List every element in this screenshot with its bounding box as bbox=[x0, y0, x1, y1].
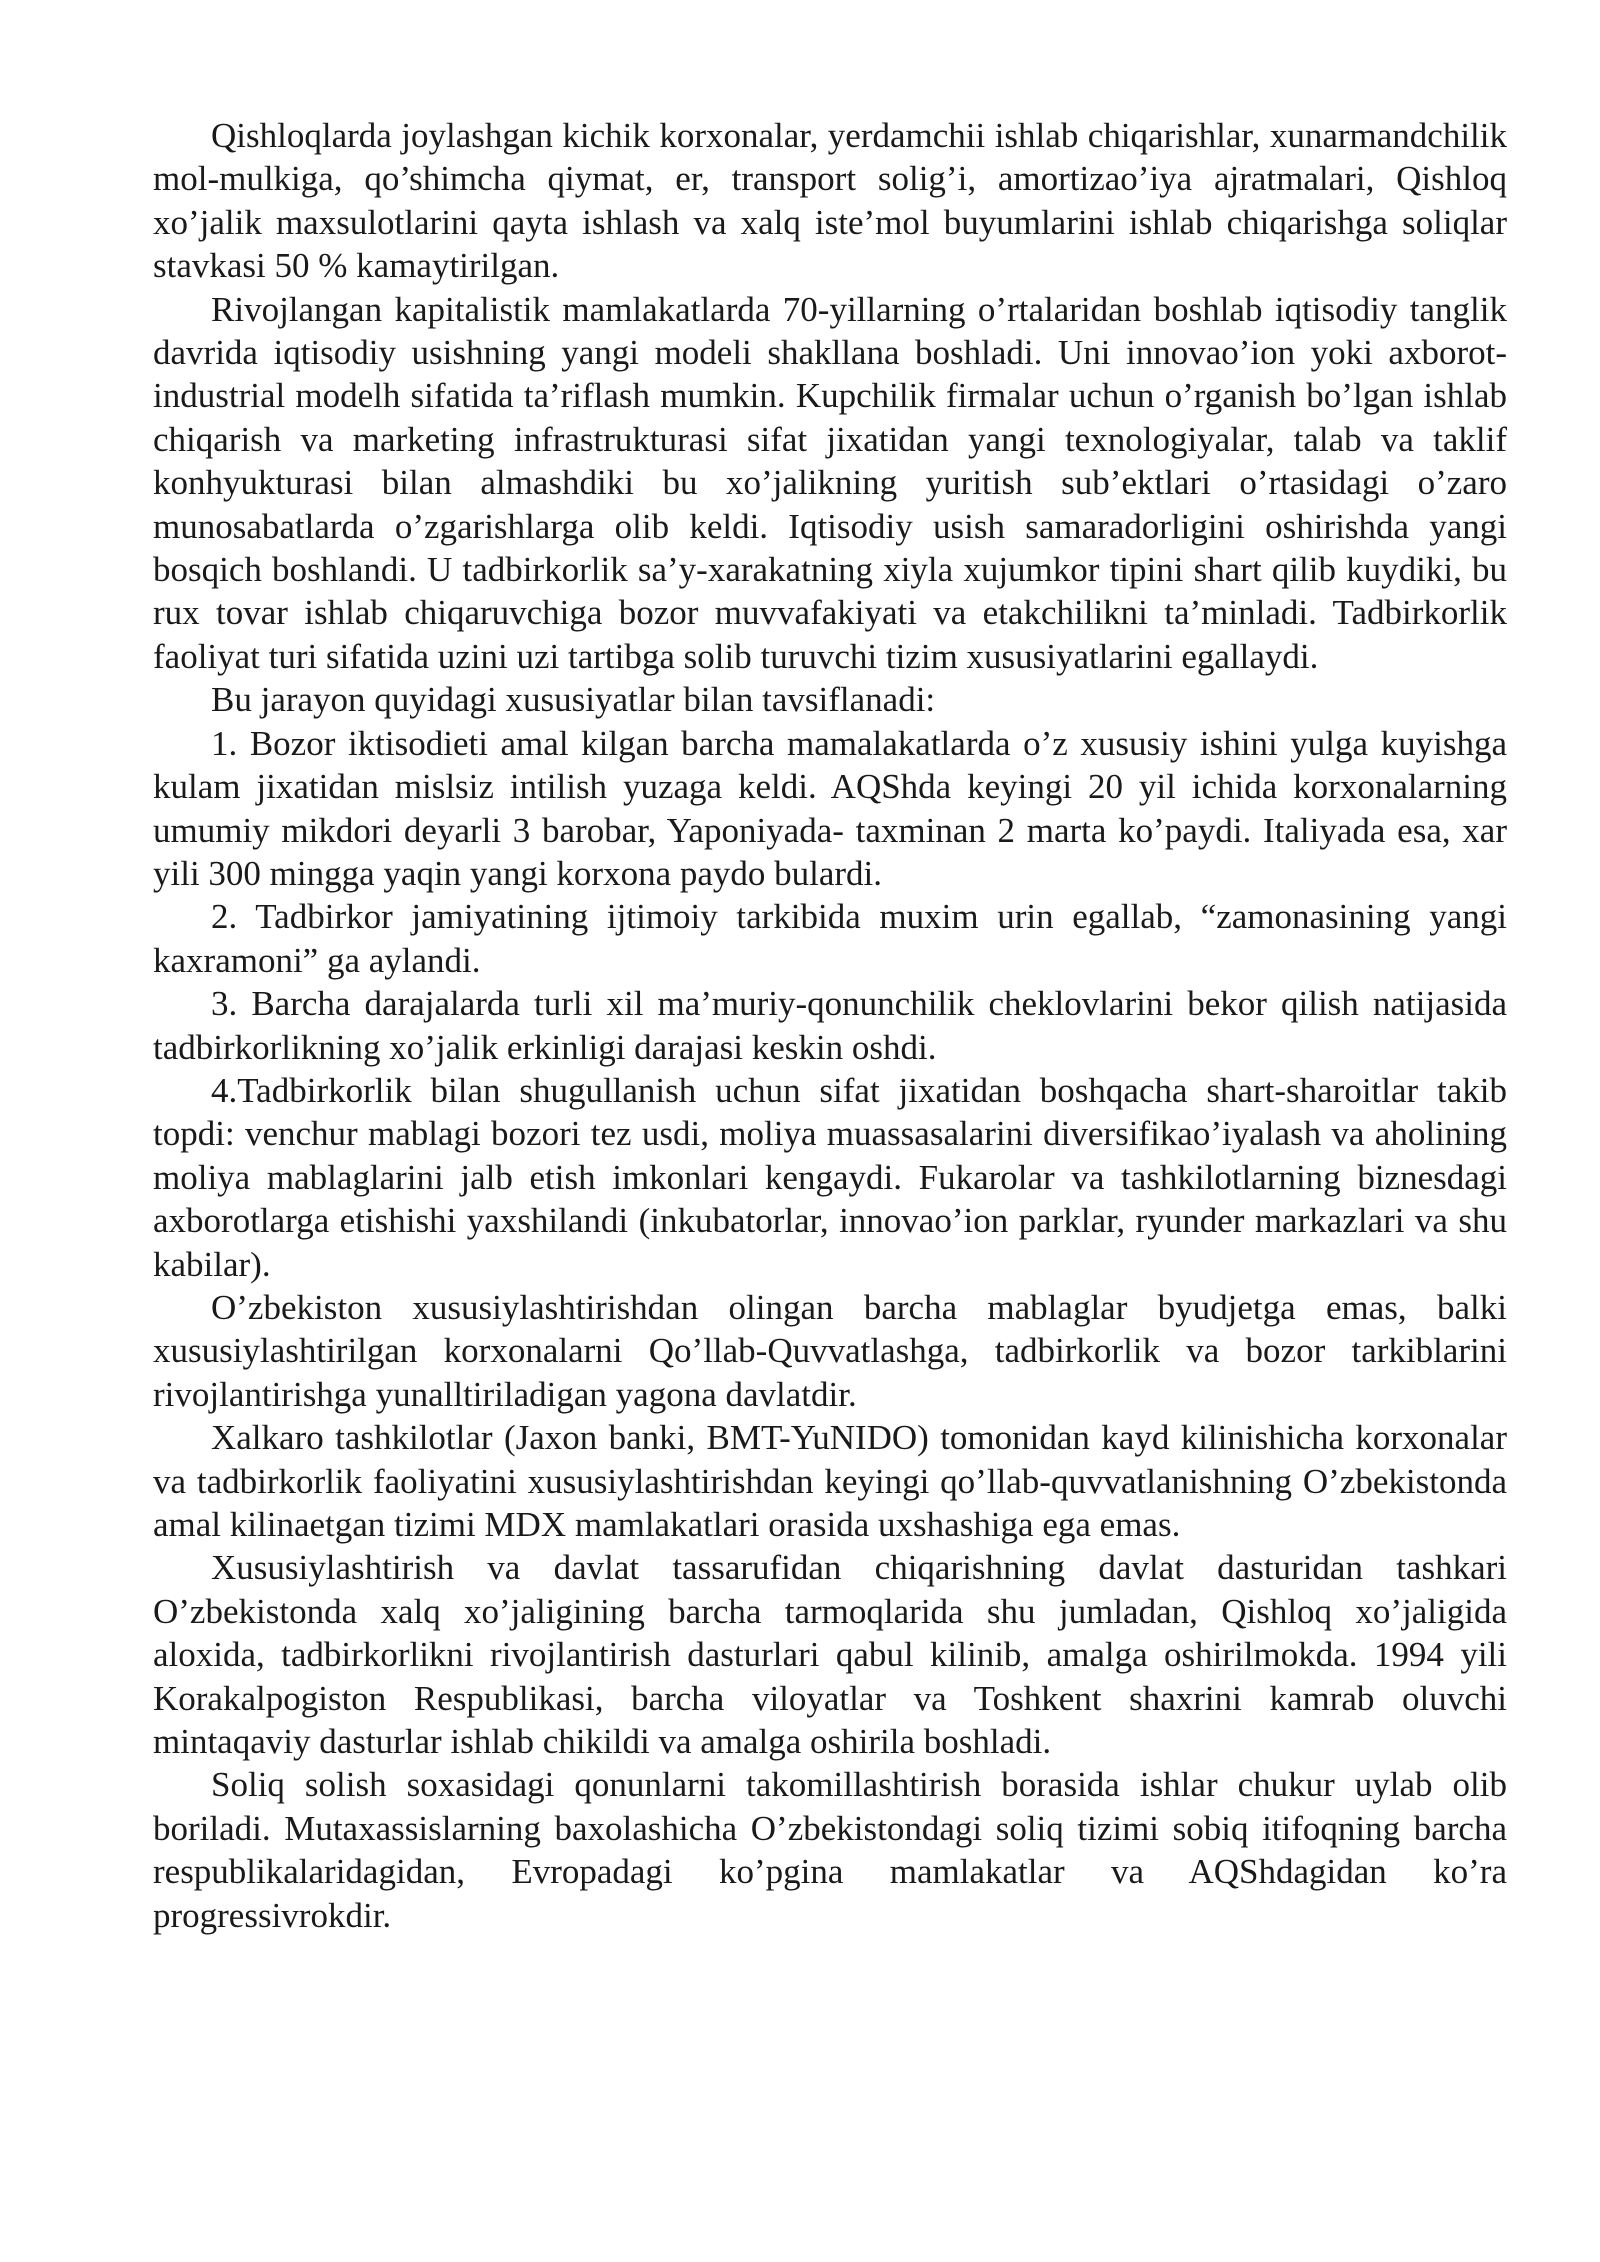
paragraph-innovation-model: Rivojlangan kapitalistik mamlakatlarda 70-yillarning o’rtalaridan boshlab iqtisodiy tanglik davrida iqtisodiy usishning yangi modeli shakllana boshladi. Uni innovao’ion yoki axborot-industrial modelh sifatida ta’riflash mumkin. Kupchilik firmalar uchun o’rganish bo’lgan ishlab chiqarish va marketing infrastrukturasi sifat jixatidan yangi texnologiyalar, talab va taklif konhyukturasi bilan almashdiki bu xo’jalikning yuritish sub’ektlari o’rtasidagi o’zaro munosabatlarda o’zgarishlarga olib keldi. Iqtisodiy usish samaradorligini oshirishda yangi bosqich boshlandi. U tadbirkorlik sa’y-xarakatning xiyla xujumkor tipini shart qilib kuydiki, bu rux tovar ishlab chiqaruvchiga bozor muvvafakiyati va etakchilikni ta’minladi. Tadbirkorlik faoliyat turi sifatida uzini uzi tartibga solib turuvchi tizim xususiyatlarini egallaydi. bbox=[153, 289, 1507, 676]
document-page bbox=[153, 114, 1507, 1937]
paragraph-privatization-funds: O’zbekiston xususiylashtirishdan olingan barcha mablaglar byudjetga emas, balki xususiylashtirilgan korxonalarni Qo’llab-Quvvatlashga, tadbirkorlik va bozor tarkiblarini rivojlantirishga yunalltiriladigan yagona davlatdir. bbox=[153, 1287, 1507, 1414]
paragraph-feature-2: 2. Tadbirkor jamiyatining ijtimoiy tarkibida muxim urin egallab, “zamonasining yangi kaxramoni” ga aylandi. bbox=[153, 897, 1507, 980]
paragraph-feature-4: 4.Tadbirkorlik bilan shugullanish uchun sifat jixatidan boshqacha shart-sharoitlar takib topdi: venchur mablagi bozori tez usdi, moliya muassasalarini diversifikao’iyalash va aholining moliya mablaglarini jalb etish imkonlari kengaydi. Fukarolar va tashkilotlarning biznesdagi axborotlarga etishishi yaxshilandi (inkubatorlar, innovao’ion parklar, ryunder markazlari va shu kabilar). bbox=[153, 1070, 1507, 1284]
paragraph-feature-3: 3. Barcha darajalarda turli xil ma’muriy-qonunchilik cheklovlarini bekor qilish natijasida tadbirkorlikning xo’jalik erkinligi darajasi keskin oshdi. bbox=[153, 984, 1507, 1067]
paragraph-privatization-programs: Xususiylashtirish va davlat tassarufidan chiqarishning davlat dasturidan tashkari O’zbekistonda xalq xo’jaligining barcha tarmoqlarida shu jumladan, Qishloq xo’jaligida aloxida, tadbirkorlikni rivojlantirish dasturlari qabul kilinib, amalga oshirilmokda. 1994 yili Korakalpogiston Respublikasi, barcha viloyatlar va Toshkent shaxrini kamrab oluvchi mintaqaviy dasturlar ishlab chikildi va amalga oshirila boshladi. bbox=[153, 1548, 1507, 1762]
paragraph-international-organizations: Xalkaro tashkilotlar (Jaxon banki, BMT-YuNIDO) tomonidan kayd kilinishicha korxonalar va tadbirkorlik faoliyatini xususiylashtirishdan keyingi qo’llab-quvvatlanishning O’zbekistonda amal kilinaetgan tizimi MDX mamlakatlari orasida uxshashiga ega emas. bbox=[153, 1418, 1507, 1544]
paragraph-tax-system: Soliq solish soxasidagi qonunlarni takomillashtirish borasida ishlar chukur uylab olib boriladi. Mutaxassislarning baxolashicha O’zbekistondagi soliq tizimi sobiq itifoqning barcha respublikalaridagidan, Evropadagi ko’pgina mamlakatlar va AQShdagidan ko’ra progressivrokdir. bbox=[153, 1765, 1507, 1935]
paragraph-tax-reduction: Qishloqlarda joylashgan kichik korxonalar, yerdamchii ishlab chiqarishlar, xunarmandchilik mol-mulkiga, qo’shimcha qiymat, er, transport solig’i, amortizao’iya ajratmalari, Qishloq xo’jalik maxsulotlarini qayta ishlash va xalq iste’mol buyumlarini ishlab chiqarishga soliqlar stavkasi 50 % kamaytirilgan. bbox=[153, 116, 1507, 286]
paragraph-feature-1: 1. Bozor iktisodieti amal kilgan barcha mamalakatlarda o’z xususiy ishini yulga kuyishga kulam jixatidan mislsiz intilish yuzaga keldi. AQShda keyingi 20 yil ichida korxonalarning umumiy mikdori deyarli 3 barobar, Yaponiyada- taxminan 2 marta ko’paydi. Italiyada esa, xar yili 300 mingga yaqin yangi korxona paydo bulardi. bbox=[153, 723, 1507, 893]
paragraph-process-features-intro: Bu jarayon quyidagi xususiyatlar bilan tavsiflanadi: bbox=[211, 680, 936, 720]
